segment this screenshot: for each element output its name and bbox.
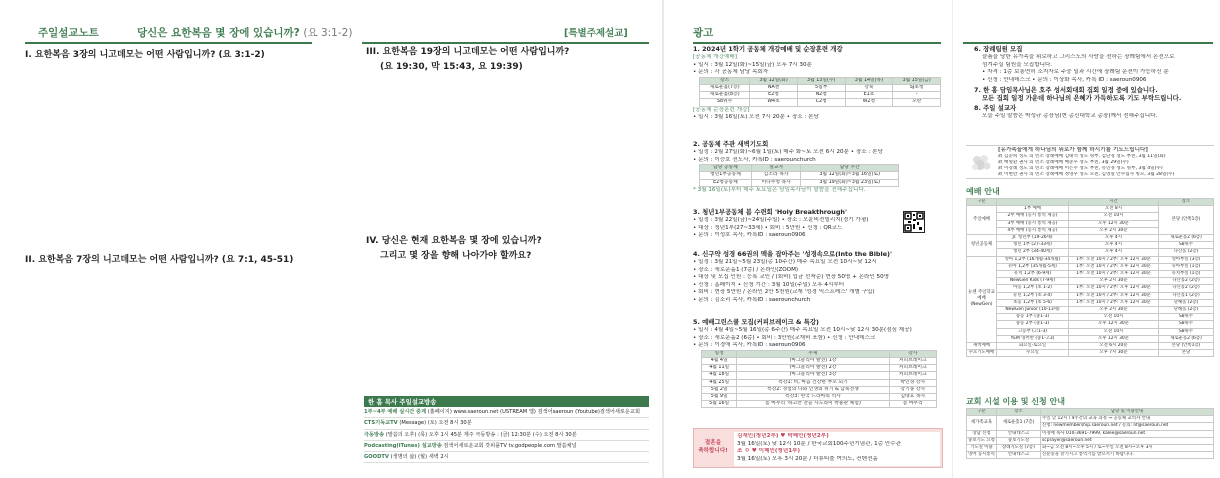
announcement-3-contact: • 문의 : 이성호 목사, 카톡ID : saeroun0906 — [693, 232, 806, 239]
announcement-4 — [693, 250, 943, 305]
announcement-2-schedule: • 일정 : 2월 27일(화)~6월 1일(토) 매주 화~토 오전 6시 20분 • 장소 : 본당 — [693, 149, 883, 155]
table-row: NewGen Junior (10-13세) 오후 2시 30분 단해홀 (2층) — [967, 307, 1214, 314]
announcement-4-heading: 4. 신구약 성경 66권의 맥을 잡아주는 '성경속으로(Into the Bible)' — [693, 250, 892, 258]
prayer-line: 故 이강례 성도 의 빈소 장례예배 이은주 성도 부친, 유인경 성도 빙부, 3월 4일(수) — [998, 166, 1163, 172]
announcement-5-line: • 일시 : 4월 4일~5월 16일(총 6주간) 매주 목요일 오전 10시~낮 12시 30분(점심 제공) — [693, 327, 912, 333]
announcement-4-line: • 신청 : 홈페이지 • 신청 기간 : 3월 10일(주일) 오후 4시부터 — [693, 281, 845, 288]
broadcast-line: CTS기독교TV (Message) (토) 오전 8시 30분 — [364, 418, 649, 429]
special-sermon-tag: [특별주제설교] — [564, 28, 628, 39]
broadcast-line: GOODTV (생명의 삶) (월) 새벽 2시 — [364, 452, 649, 463]
table-row: 청년 1부 (27-33세) 오후 4시 S8위주 — [967, 242, 1214, 249]
table-row: 영어 동시통역 안내데스크 신분증을 맡기시고 통역기를 받으시기 바랍니다. — [967, 452, 1214, 459]
announcement-8-heading: 8. 주일 설교자 — [974, 104, 1017, 113]
facility-guide-title: 교회 시설 이용 및 신청 안내 — [966, 397, 1065, 406]
announcement-1-sub2: [공동체 순장훈련 개강] — [693, 106, 750, 113]
page-divider — [952, 0, 953, 478]
announcement-1-heading: 1. 2024년 1학기 공동체 개강예배 및 순장훈련 개강 — [693, 45, 843, 53]
sermon-ref: (요 3:1-2) — [303, 27, 353, 39]
table-row: 유년 1,2부 (초 3-4) 1부: 오전 10시 / 2부: 오후 12시 30분 다산홀1 (2층) — [967, 292, 1214, 299]
table-row: 뉴젠 주일학교 예배 (NewGen) 영아 1,2부 (16개월-34개월) 1부: 오전 10시 / 2부: 오후 12시 30분 영아부실 (3층) — [967, 256, 1214, 263]
prayer-line: 故 이현만 권사 의 빈소 장례예배 정영우 성도 모친, 김영실 안수집사 빙모, 3월 28일(수) — [998, 172, 1175, 178]
table-row: E2청공동체 이나무청 목사 3월 19일(화)~3월 23일(토) — [700, 179, 899, 186]
prayer-box — [966, 145, 1214, 179]
table-row: 4월 18일 (마그놀리아 발견) 3강 커피브레이크 — [702, 372, 937, 379]
announcement-1-date: • 일시 : 3월 12일(화)~15일(금) 오후 7시 30분 — [693, 61, 812, 68]
table-row: 4월 4일 (마그놀리아 발견) 1강 커피브레이크 — [702, 357, 937, 364]
question-4-line2: 그리고 몇 장을 향해 나아가야 할까요? — [380, 251, 532, 261]
announcement-2-contact: • 문의 : 이승호 전도사, 카톡ID : saerounchurch — [693, 156, 816, 163]
flower-icon — [969, 152, 993, 174]
sermon-note-title: 주일설교노트 — [38, 27, 99, 39]
announcement-6 — [974, 45, 1214, 121]
announcement-5 — [693, 318, 943, 408]
table-row: 3부 예배 (동시 통역 제공) 오후 12시 30분 — [967, 220, 1214, 227]
table-row: 5월 9일 특강3: 한국 드라마의 역사 김대호 목사 — [702, 394, 937, 401]
table-row: 유치 1,2부 (6-9세) 1부: 오전 10시 / 2부: 오후 12시 30분 유치부실 (1층) — [967, 271, 1214, 278]
question-4 — [366, 234, 542, 264]
announcement-5-line: • 문의 : 이경애 목사, 카톡ID : saeroun0906 — [693, 342, 806, 349]
question-3-line1: III. 요한복음 19장의 니고데모는 어떤 사람입니까? — [366, 47, 570, 57]
table-row: 중등 2부 (중1-3) 오후 12시 30분 S8위주 — [967, 321, 1214, 328]
announcement-4-line: • 회비 : 현장 5만원 / 온라인 2만 5천원(교재 '성경 익스프레스' 개별 구입) — [693, 289, 875, 296]
header-rule-mid — [362, 42, 649, 44]
table-row: 중등 1부 (중1-3) 오전 10시 S8위주 — [967, 314, 1214, 321]
table-row: 4월 11일 (마그놀리아 발견) 2강 커피브레이크 — [702, 365, 937, 372]
table-row: 유아 1,2부 (35개월-5세) 1부: 오전 10시 / 2부: 오후 12시 30분 유아부실 (1층) — [967, 263, 1214, 270]
announcement-2-note: * 3월 16일(토)부터 매주 토요일은 담임목사님이 말씀을 전해주십니다. — [693, 186, 866, 193]
sermon-title: 당신은 요한복음 몇 장에 있습니까? (요 3:1-2) — [137, 27, 353, 39]
broadcast-line: 1부~4부 예배 실시간 중계 (홈페이지) www.saeroun.net (USTREAM 앱) 검색어saeroun (Youtube)검색어새로운교회 — [364, 407, 649, 418]
table-row: 5월 16일 봄 마무리 '하고만 잔들 사도라이 박물관 체험) 봄 마무리 — [702, 401, 937, 408]
table-row: 주일예배 1부 예배 오전 8시 본당 (안쪽1층) — [967, 206, 1214, 213]
table-row: 신청: newmembership.saeroun.net / 문의: nf@saeroun.net — [967, 423, 1214, 430]
announcement-4-line: • 문의 : 김소리 목사, 카톡ID : saerounchurch — [693, 296, 811, 303]
table-row: 중보기도 요청 중보기도실 scprayer@saeroun.net — [967, 437, 1214, 444]
table-row: 새로운홀(7층) NA센 5집부 강북 SJ초청 — [700, 84, 941, 91]
announcement-1 — [693, 45, 943, 122]
header-rule-left — [25, 42, 312, 44]
page-divider — [662, 0, 664, 478]
table-row: 새벽예배 화요일-토요일 오전 6시 20분 본당 (안쪽1층) — [967, 343, 1214, 350]
wedding-detail-1: 3월 16일(토) 낮 12시 10분 / 한국교회100주년기념관, 1층 안수관 — [737, 440, 902, 447]
header-rule-right — [693, 42, 941, 44]
question-2: II. 요한복음 7장의 니고데모는 어떤 사람입니까? (요 7:1, 45-51) — [25, 255, 294, 265]
broadcast-box — [364, 396, 649, 463]
announcement-4-line: • 대상 및 모집 인원 : 등록 교인 / (회비) 입금 선착순) 현장 50명 + 온라인 50명 — [693, 274, 890, 281]
kickoff-schedule-table: 장소 3월 12일(화) 3월 13일(수) 3월 14일(목) 3월 15일(금) 새로운홀(7층) NA센 5집부 강북 SJ초청 새로운홀(8층) E2청 N2청 E1초 - S8위주 W4초 C2청 W2청 모란 — [699, 77, 941, 107]
announcement-6-line: • 자격 : 1층 보통면허 소지자로 주중 일과 시간에 장례팀 운전이 가능하신 분 — [982, 69, 1169, 76]
wedding-congrats-box — [693, 428, 943, 468]
table-row: 청년 2부 (34-40세) 오후 4시 다산홀 (2층) — [967, 249, 1214, 256]
announcement-3 — [693, 208, 908, 240]
table-row: 청년1부공동체 김소라 목사 3월 12일(화)~3월 16일(토) — [700, 172, 899, 179]
announcement-3-heading: 3. 청년1부공동체 봄 수련회 'Holy Breakthrough' — [693, 208, 847, 216]
table-row: 5월 2일 특강2: 경험의 나와 인생의 위기 & 남북전쟁 강기종 강사 — [702, 386, 937, 393]
announcement-5-line: • 장소 : 새로운홀2 (6층) • 회비 : 3만원(교재비 포함) • 신청 : 안내데스크 — [693, 334, 876, 341]
announcement-6-line: 슬픔을 당한 유가족을 위로하고 그리스도의 사랑을 전하는 장례팀에서 온전으로 — [982, 54, 1175, 60]
announcement-6-heading: 6. 장례팀원 모집 — [974, 45, 1023, 53]
table-row: 4월 25일 특강1: 비, 마음 건강한 부모 되기 박인경 강사 — [702, 379, 937, 386]
prayer-title: [유가족들에게 하나님의 위로가 함께 하시기를 기도드립니다] — [998, 147, 1148, 153]
wedding-detail-2: 3월 16일(토) 오후 3시 20분 / 더뷰티풀 여의도, 컨벤션홀 — [737, 455, 878, 462]
table-row: 세가족교육 새로운홀1 (7층) 주일 낮 12시 / 4주간의 교육 과정 → 공동체 교역자 안내 — [967, 416, 1214, 423]
table-row: YEM 영어반 (중1-고3) 오후 12시 30분 새로운홀2 (6층) — [967, 335, 1214, 342]
announcement-6-line: • 신청 : 안내데스크 • 문의 : 이상화 목사, 카톡 ID : saeroun0906 — [982, 76, 1147, 83]
wedding-congrats-label: 결혼을 축하합니다! — [698, 440, 728, 454]
announcement-2 — [693, 140, 943, 194]
question-3 — [366, 45, 569, 75]
facility-table: 구분 장소 담당 및 이용안내 세가족교육 새로운홀1 (7층) 주일 낮 12시 / 4주간의 교육 과정 → 공동체 교역자 안내 신청: newmembership.saeroun.net / 문의: nf@saeroun.net 상담 신청 안내데스크 이경애 목사 010-3691-7999, kalee@saeroun.net 중보기도 요청 중보기도실 scprayer@saeroun.net 기도실 이용 장례기도실 (7층) 화~금 오전 8시~오후 5시 / 토~주일 오전 8시~오후 3시 영어 동시통역 안내데스크 신분증을 맡기시고 통역기를 받으시기 바랍니다. — [966, 408, 1214, 459]
table-row: 아동 1,2부 (초 1-2) 1부: 오전 10시 / 2부: 오후 12시 30분 다산홀2 (2층) — [967, 285, 1214, 292]
worship-schedule-table: 구분 시간 장소 주일예배 1부 예배 오전 8시 본당 (안쪽1층) 2부 예배 (동시 통역 제공) 오전 10시 3부 예배 (동시 통역 제공) 오후 12시 30분 4부 예배 (동시 통역 제공) 오후 2시 30분 청년공동체 Jr. 청년부 (19-26세) 오후 4시 새로운홀2 (6층) 청년 1부 (27-33세) 오후 4시 S8위주 청년 2부 (34-40세) 오후 4시 다산홀 (2층) 뉴젠 주일학교 예배 (NewGen) 영아 1,2부 (16개월-34개월) 1부: 오전 10시 / 2부: 오후 12시 30분 영아부실 (3층) 유아 1,2부 (35개월-5세) 1부: 오전 10시 / 2부: 오후 12시 30분 유아부실 (1층) 유치 1,2부 (6-9세) 1부: 오전 10시 / 2부: 오후 12시 30분 유치부실 (1층) NewGen Kids (7-9세) 오후 2시 30분 다산홀2 (2층) 아동 1,2부 (초 1-2) 1부: 오전 10시 / 2부: 오후 12시 30분 다산홀2 (2층) 유년 1,2부 (초 3-4) 1부: 오전 10시 / 2부: 오후 12시 30분 다산홀1 (2층) 초등 1,2부 (초 5-6) 1부: 오전 10시 / 2부: 오후 12시 30분 단해홀 (2층) NewGen Junior (10-13세) 오후 2시 30분 단해홀 (2층) 중등 1부 (중1-3) 오전 10시 S8위주 중등 2부 (중1-3) 오후 12시 30분 S8위주 고등부 (고1-3) 오전 10시 S8위주 YEM 영어반 (중1-고3) 오후 12시 30분 새로운홀2 (6층) 새벽예배 화요일-토요일 오전 6시 20분 본당 (안쪽1층) 수요기도예배 수요일 오후 7시 30분 본당 — [966, 198, 1214, 357]
qr-code-graphic — [904, 212, 924, 232]
announcement-6-line: 섬겨주실 팀원을 모집합니다. — [982, 61, 1053, 68]
table-row: 청년공동체 Jr. 청년부 (19-26세) 오후 4시 새로운홀2 (6층) — [967, 235, 1214, 242]
announcement-4-line: • 일정 : 3월 21일~5월 23일(총 10주간) 매주 목요일 오전 10시~낮 12시 — [693, 259, 877, 265]
table-row: 새로운홀(8층) E2청 N2청 E1초 - — [700, 92, 941, 99]
announcements-title: 광고 — [693, 27, 714, 39]
announcement-2-heading: 2. 공동체 주관 새벽기도회 — [693, 140, 769, 148]
worship-guide-title: 예배 안내 — [966, 187, 1000, 196]
wedding-couple-2: 조 ㅇ ♥ 이혜민(청년1부) — [737, 448, 801, 455]
table-row: 2부 예배 (동시 통역 제공) 오전 10시 — [967, 213, 1214, 220]
qr-code-icon[interactable] — [903, 211, 925, 233]
green-school-table: 일정 주제 강사 4월 4일 (마그놀리아 발견) 1강 커피브레이크 4월 11일 (마그놀리아 발견) 2강 커피브레이크 4월 18일 (마그놀리아 발견) 3강 커피브레이크 4월 25일 특강1: 비, 마음 건강한 부모 되기 박인경 강사 5월 2일 특강2: 경험의 나와 인생의 위기 & 남북전쟁 강기종 강사 5월 9일 특강3: 한국 드라마의 역사 김대호 목사 5월 16일 봄 마무리 '하고만 잔들 사도라이 박물관 체험) 봄 마무리 — [701, 350, 937, 409]
table-row: 초등 1,2부 (초 5-6) 1부: 오전 10시 / 2부: 오후 12시 30분 단해홀 (2층) — [967, 299, 1214, 306]
table-row: NewGen Kids (7-9세) 오후 2시 30분 다산홀2 (2층) — [967, 278, 1214, 285]
question-1: I. 요한복음 3장의 니고데모는 어떤 사람입니까? (요 3:1-2) — [25, 50, 265, 60]
broadcast-line: Podcasting(iTunes) 설교방송 검색어새로운교회 갓피플TV tv.godpeople.com 말씀채널 — [364, 441, 649, 452]
table-row: S8위주 W4초 C2청 W2청 모란 — [700, 99, 941, 106]
announcement-8-text: 오늘 주일 말씀은 박성규 총장님(현 총신대학교 총장)께서 전해주십니다. — [982, 113, 1158, 120]
dawn-prayer-table: 담당 공동체 설교자 담당 주간 청년1부공동체 김소라 목사 3월 12일(화)~3월 16일(토) E2청공동체 이나무청 목사 3월 19일(화)~3월 23일(토) — [699, 164, 899, 187]
announcement-1-contact: • 문의 : 각 공동체 담당 목회자 — [693, 69, 769, 76]
table-row: 수요기도예배 수요일 오후 7시 30분 본당 — [967, 350, 1214, 357]
question-4-line1: IV. 당신은 현재 요한복음 몇 장에 있습니까? — [366, 236, 542, 246]
wedding-couple-1: 김재민(청년2부) ♥ 박혜민(청년2부) — [737, 433, 829, 439]
prayer-line: 故 김준희 성도 의 빈소 장례예배 김태석 성도 빙부, 김단경 성도 부친, 3월 11일(화) — [998, 154, 1166, 160]
table-row: 기도실 이용 장례기도실 (7층) 화~금 오전 8시~오후 5시 / 토~주일 오전 8시~오후 3시 — [967, 445, 1214, 452]
table-row: 4부 예배 (동시 통역 제공) 오후 2시 30분 — [967, 227, 1214, 234]
announcement-7-heading: 7. 한 홍 담임목사님은 호주 성서회대회 집회 일정 중에 있습니다. — [974, 86, 1158, 95]
announcement-3-target: • 대상 : 청년1부(27~33세) • 회비 : 5만원 • 신청 : QR코드 — [693, 224, 843, 231]
announcement-5-heading: 5. 예배그린스쿨 모집(커피브레이크 & 특강) — [693, 318, 819, 326]
table-row: 고등부 (고1-3) 오전 10시 S8위주 — [967, 328, 1214, 335]
announcement-4-line: • 장소 : 새로운홀1 (7층) / 온라인(ZOOM) — [693, 266, 799, 273]
table-row: 상담 신청 안내데스크 이경애 목사 010-3691-7999, kalee@saeroun.net — [967, 430, 1214, 437]
announcement-7-sub: 모든 집회 일정 가운데 하나님의 은혜가 가득하도록 기도 부탁드립니다. — [982, 94, 1182, 103]
announcement-3-date: • 일정 : 3월 22일(금)~24일(주일) • 장소 : 오륜비전빌리지(경기 가평) — [693, 217, 869, 223]
broadcast-title: 한 홈 목사 주일설교방송 — [364, 396, 649, 407]
broadcast-line: 극동방송 (말씀의 오후) (목) 오후 1시 45분 제주 극동방송 : (금) 12:30분 (수) 오전 8시 30분 — [364, 430, 649, 441]
header-rule-far-right — [963, 42, 1213, 44]
question-3-line2: (요 19:30, 막 15:43, 요 19:39) — [380, 62, 523, 72]
announcement-1-sub: [공동체 개강예배] — [693, 54, 737, 60]
announcement-1-training: • 일시 : 3월 16일(토) 오전 7시 20분 • 장소 : 본당 — [693, 114, 819, 121]
prayer-line: 故 배명환 권사 의 빈소 장례예배 배준우 성도 부친, 3월 29일(수) — [998, 160, 1129, 166]
